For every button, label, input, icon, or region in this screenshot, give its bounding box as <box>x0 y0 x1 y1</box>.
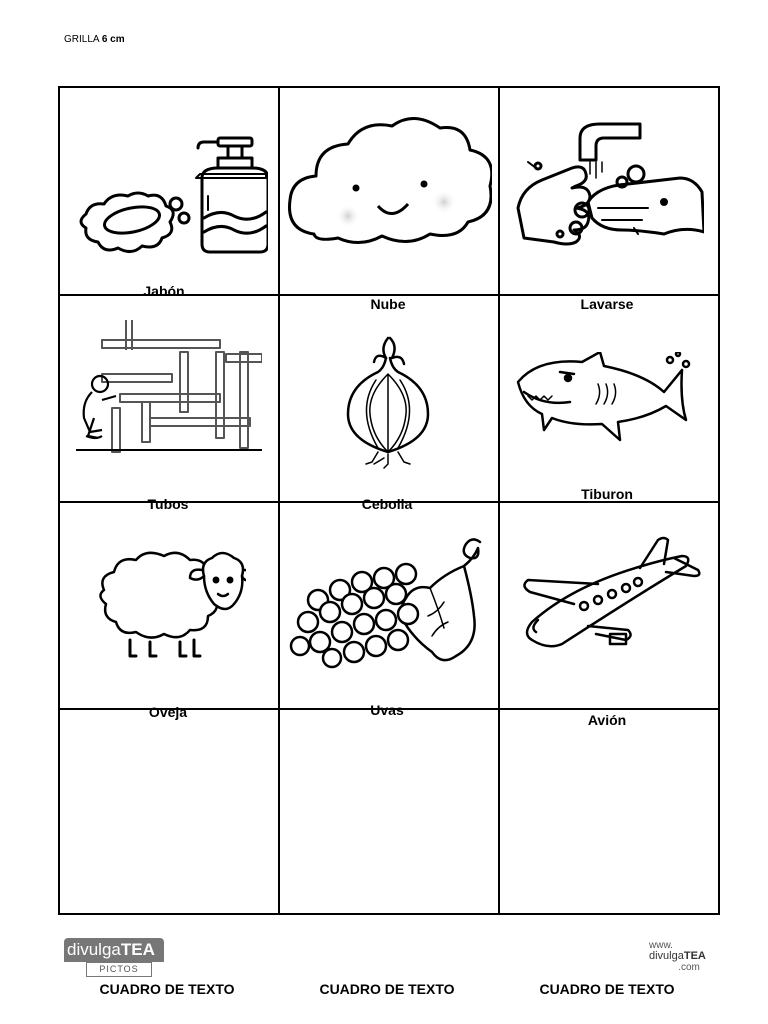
airplane-icon <box>518 534 702 664</box>
cell-label: Lavarse <box>580 296 634 312</box>
divulgatea-pictos-logo <box>64 938 164 978</box>
cell-label: Nube <box>370 296 406 312</box>
hand-washing-icon <box>514 118 704 256</box>
cell-label: Oveja <box>148 704 188 720</box>
page-header <box>64 34 125 45</box>
header-prefix: GRILLA <box>64 34 100 45</box>
url-prefix: www. <box>649 940 673 951</box>
url-main-text: divulga <box>649 950 684 962</box>
grapes-icon <box>288 536 488 670</box>
cloud-icon <box>284 112 492 262</box>
shark-icon <box>514 352 696 444</box>
logo-wordmark <box>64 938 164 962</box>
logo-main-text: divulga <box>67 940 121 959</box>
cell-label: Tiburon <box>581 486 633 502</box>
grid-col-divider <box>278 88 280 913</box>
site-url-logo <box>649 940 706 973</box>
text-box-label: CUADRO DE TEXTO <box>319 981 455 997</box>
pipes-icon <box>76 318 262 458</box>
cell-label: Jabón <box>143 283 185 299</box>
text-box-label: CUADRO DE TEXTO <box>539 981 675 997</box>
cell-label: Uvas <box>370 702 404 718</box>
logo-bold-text: TEA <box>120 940 155 959</box>
text-box-label: CUADRO DE TEXTO <box>99 981 235 997</box>
header-size: 6 cm <box>101 34 125 45</box>
cell-label: Tubos <box>147 496 189 512</box>
soap-icon <box>68 108 268 278</box>
grid-col-divider <box>498 88 500 913</box>
url-bold-text: TEA <box>683 950 706 962</box>
url-name <box>649 951 706 962</box>
logo-subtitle: PICTOS <box>86 962 152 977</box>
cell-label: Avión <box>587 712 627 728</box>
sheep-icon <box>94 550 246 662</box>
url-suffix: .com <box>678 962 700 973</box>
cell-label: Cebolla <box>361 496 413 512</box>
onion-icon <box>342 334 436 470</box>
